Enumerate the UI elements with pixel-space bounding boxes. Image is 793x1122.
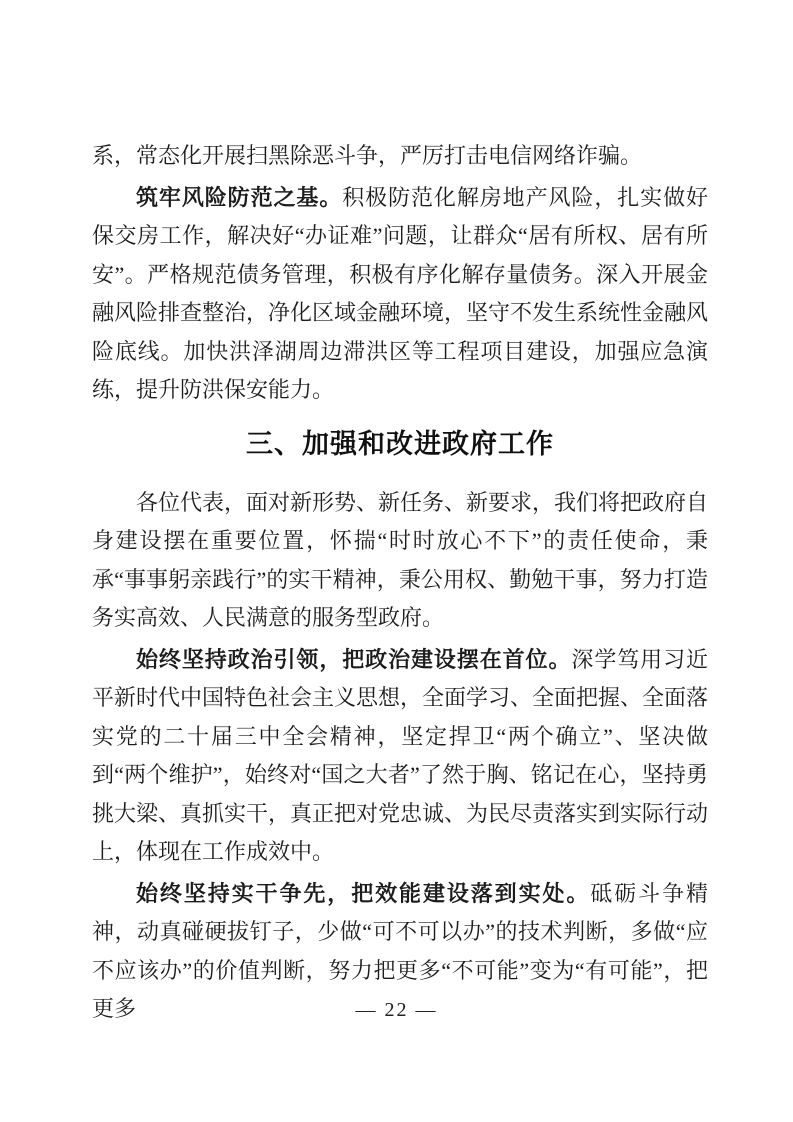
paragraph-text: 砥砺斗争精神，动真碰硬拔钉子，少做“可不可以办”的技术判断，多做“应不应该办”的价值判断，努力把更多“不可能”变为“有可能”，把更多 — [92, 880, 708, 1021]
paragraph-risk-prevention — [92, 179, 708, 410]
paragraph-continuation — [92, 137, 708, 176]
paragraph-lead-bold: 始终坚持实干争先，把效能建设落到实处。 — [136, 880, 591, 906]
paragraph-text: 系，常态化开展扫黑除恶斗争，严厉打击电信网络诈骗。 — [92, 143, 643, 168]
paragraph-text: 各位代表，面对新形势、新任务、新要求，我们将把政府自身建设摆在重要位置，怀揣“时时放心不下”的责任使命，秉承“事事躬亲践行”的实干精神，秉公用权、勤勉干事，努力打造务实高效、人民满意的服务型政府。 — [92, 489, 709, 630]
paragraph-text: 积极防范化解房地产风险，扎实做好保交房工作，解决好“办证难”问题，让群众“居有所权、居有所安”。严格规范债务管理，积极有序化解存量债务。深入开展金融风险排查整治，净化区域金融环境，坚守不发生系统性金融风险底线。加快洪泽湖周边滞洪区等工程项目建设，加强应急演练，提升防洪保安能力。 — [92, 184, 709, 402]
paragraph-political-leadership — [92, 641, 708, 872]
document-content — [92, 0, 708, 1032]
section-heading: 三、加强和改进政府工作 — [246, 428, 554, 459]
paragraph-delegates — [92, 484, 708, 638]
page-number: — 22 — — [355, 999, 438, 1021]
paragraph-text: 深学笃用习近平新时代中国特色社会主义思想，全面学习、全面把握、全面落实党的二十届三中全会精神，坚定捍卫“两个确立”、坚决做到“两个维护”，始终对“国之大者”了然于胸、铭记在心，坚持勇挑大梁、真抓实干，真正把对党忠诚、为民尽责落实到实际行动上，体现在工作成效中。 — [92, 646, 709, 864]
paragraph-lead-bold: 筑牢风险防范之基。 — [136, 184, 343, 210]
paragraph-lead-bold: 始终坚持政治引领，把政治建设摆在首位。 — [136, 646, 572, 672]
